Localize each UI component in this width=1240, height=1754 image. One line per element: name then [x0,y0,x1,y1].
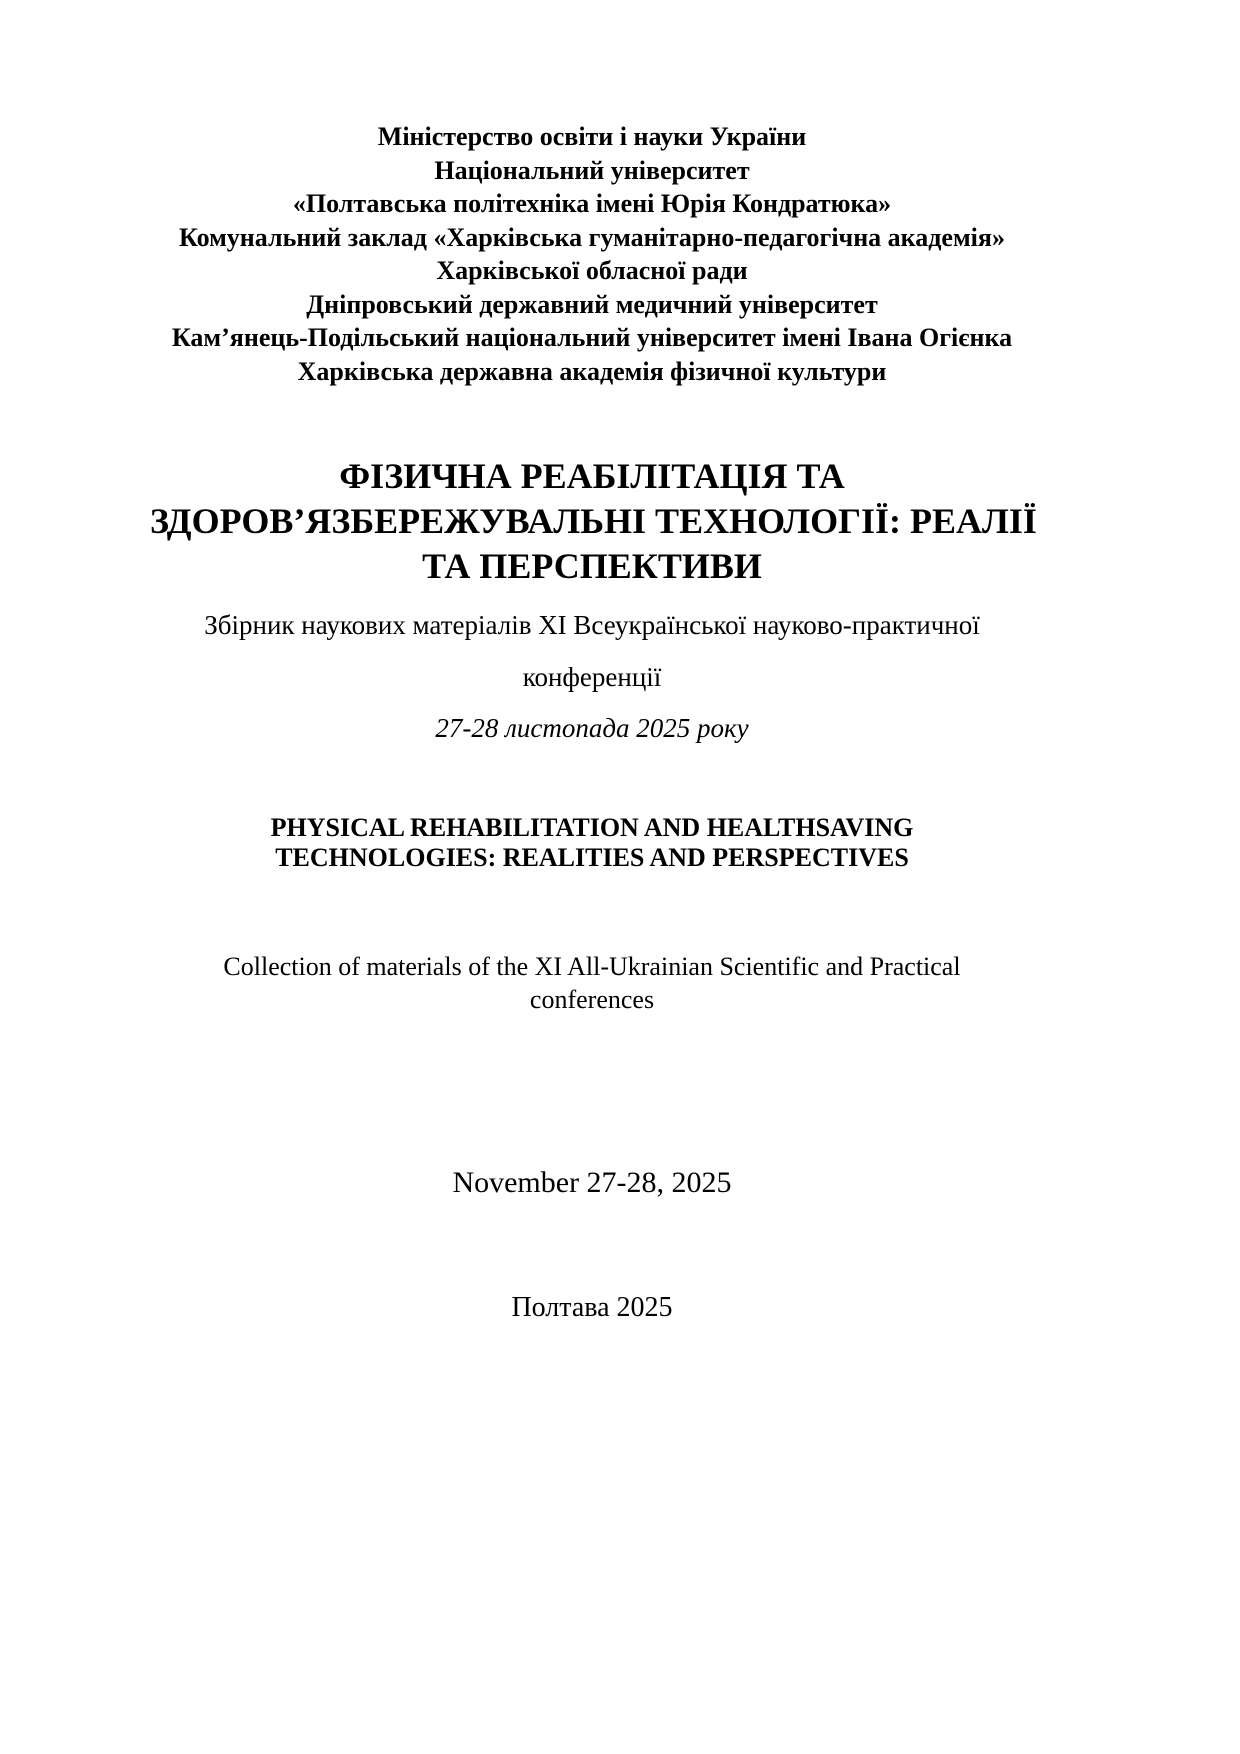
institution-line: Харківської обласної ради [436,256,748,285]
title-uk-line: ЗДОРОВ’ЯЗБЕРЕЖУВАЛЬНІ ТЕХНОЛОГІЇ: РЕАЛІЇ [150,501,1037,541]
subtitle-ukrainian [150,599,1034,703]
institution-line: Харківська державна академія фізичної культури [297,356,887,386]
institution-line: Дніпровський державний медичний університет [306,289,878,319]
title-en-line: PHYSICAL REHABILITATION AND HEALTHSAVING [270,813,914,842]
institution-line: «Полтавська політехніка імені Юрія Кондратюка» [292,189,892,218]
conference-date-ukrainian: 27-28 листопада 2025 року [435,713,749,743]
conference-date-english: November 27-28, 2025 [452,1166,732,1199]
title-uk-line: ТА ПЕРСПЕКТИВИ [422,546,762,586]
title-uk-line: ФІЗИЧНА РЕАБІЛІТАЦІЯ ТА [339,456,845,496]
subtitle-en-line: conferences [529,985,655,1014]
subtitle-uk-line: конференції [522,662,662,692]
institution-line: Кам’янець-Подільський національний університет імені Івана Огієнка [171,323,1013,352]
institutions-header [150,120,1034,388]
subtitle-en-line: Collection of materials of the XI All-Ukrainian Scientific and Practical [223,952,961,981]
subtitle-english [150,950,1034,1016]
title-ukrainian [150,454,1037,589]
institution-line: Комунальний заклад «Харківська гуманітарно-педагогічна академія» [179,222,1005,252]
institution-line: Міністерство освіти і науки України [377,122,807,151]
place-year: Полтава 2025 [511,1292,673,1323]
subtitle-uk-line: Збірник наукових матеріалів XI Всеукраїнської науково-практичної [204,610,980,640]
title-en-line: TECHNOLOGIES: REALITIES AND PERSPECTIVES [275,843,909,872]
title-english [150,813,1034,873]
institution-line: Національний університет [434,155,750,185]
